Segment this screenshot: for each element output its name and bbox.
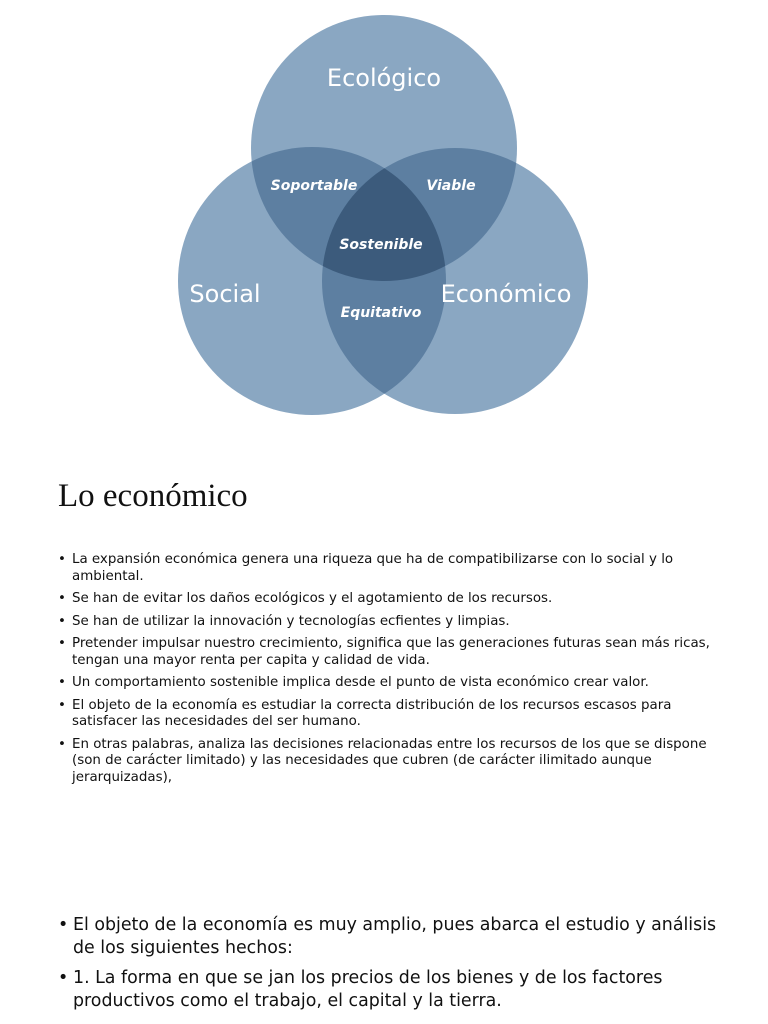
label-equitativo: Equitativo <box>340 305 422 321</box>
list-item: • Un comportamiento sostenible implica desde el punto de vista económico crear valor. <box>58 675 714 692</box>
label-social: Social <box>189 280 261 308</box>
list-item: • Se han de evitar los daños ecológicos y el agotamiento de los recursos. <box>58 591 714 608</box>
list-item: • El objeto de la economía es muy amplio, pues abarca el estudio y análisis de los siguientes hechos: <box>58 914 718 960</box>
label-viable: Viable <box>426 178 476 194</box>
list-item: • En otras palabras, analiza las decisiones relacionadas entre los recursos de los que se dispone (son de carácter limitado) y las necesidades que cubren (de carácter ilimitado aunque jerarquizadas), <box>58 737 714 787</box>
label-sostenible: Sostenible <box>339 237 423 253</box>
bullet-list-objeto <box>58 914 718 1020</box>
sustainability-venn-diagram <box>178 15 590 420</box>
list-item: • 1. La forma en que se jan los precios de los bienes y de los factores productivos como el trabajo, el capital y la tierra. <box>58 967 718 1013</box>
list-item: • El objeto de la economía es estudiar la correcta distribución de los recursos escasos para satisfacer las necesidades del ser humano. <box>58 698 714 731</box>
label-ecologico: Ecológico <box>326 64 442 92</box>
list-item: • La expansión económica genera una riqueza que ha de compatibilizarse con lo social y lo ambiental. <box>58 552 714 585</box>
label-economico: Económico <box>440 280 572 308</box>
list-item: • Pretender impulsar nuestro crecimiento, significa que las generaciones futuras sean más ricas, tengan una mayor renta per capita y calidad de vida. <box>58 636 714 669</box>
label-soportable: Soportable <box>270 178 358 194</box>
section-heading: Lo económico <box>58 478 248 514</box>
bullet-list-economico <box>58 552 714 792</box>
list-item: • Se han de utilizar la innovación y tecnologías ecfientes y limpias. <box>58 614 714 631</box>
